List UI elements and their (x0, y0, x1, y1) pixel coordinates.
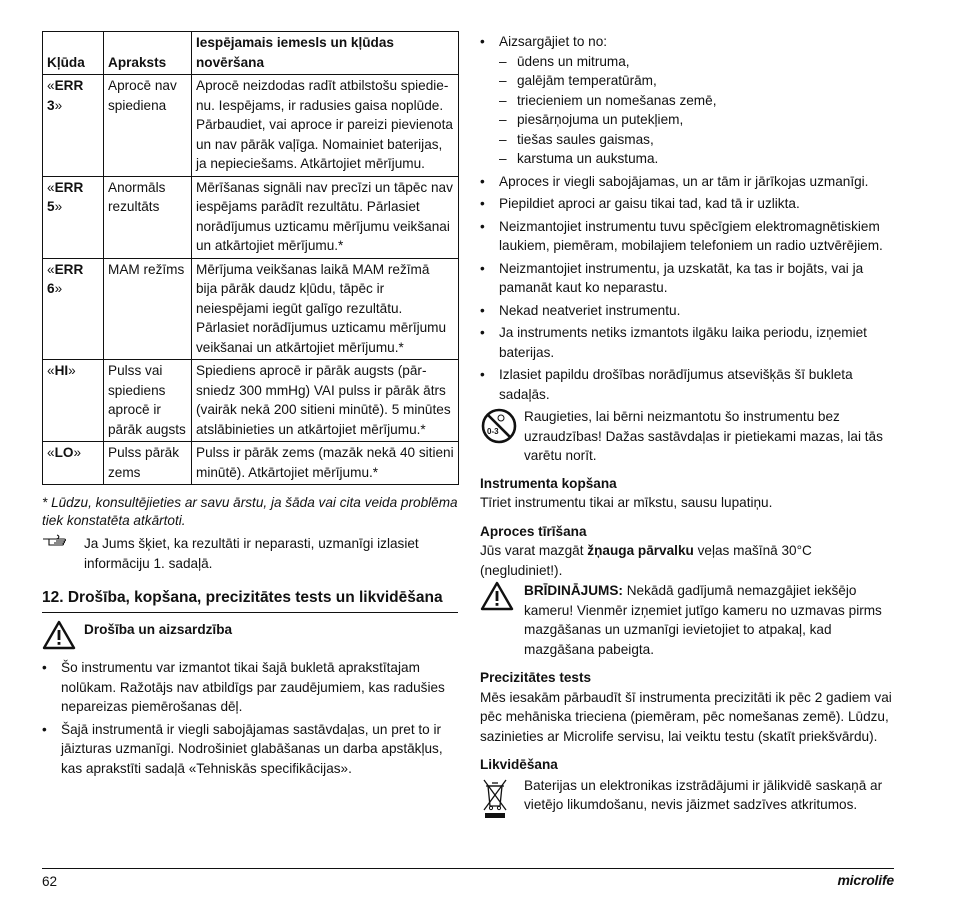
error-code-cell: «ERR 3» (43, 75, 104, 177)
list-item: – karstuma un aukstuma. (499, 149, 896, 169)
protect-list (499, 52, 896, 169)
list-item: – tiešas saules gaismas, (499, 130, 896, 150)
washing-warning-block (480, 581, 896, 659)
error-code: ERR 3 (47, 78, 84, 113)
error-code-cell: «LO» (43, 442, 104, 485)
children-warning-block (480, 407, 896, 466)
remedy-cell: Mērīšanas signāli nav precīzi un tāpēc nav iespējams parādīt rezultātu. Pārlasiet norādījumus uzticamu mērījumu veikšanai un atkārtojiet mērījumu.* (192, 176, 459, 258)
error-code: ERR 5 (47, 179, 84, 214)
accuracy-text: Mēs iesakām pārbaudīt šī instrumenta precizitāti ik pēc 2 gadiem vai pēc mehāniska trieciena (piemēram, pēc nomešanas zemē). Lūdzu, sazinieties ar Microlife servisu, lai veiktu testu (skatīt priekšvārdu). (480, 689, 892, 744)
list-item: • Neizmantojiet instrumentu, ja uzskatāt, ka tas ir bojāts, vai ja pamanāt kaut ko neparastu. (480, 259, 896, 298)
right-bullet-list (480, 32, 896, 404)
list-item: • Šo instrumentu var izmantot tikai šajā bukletā aprakstītajam nolūkam. Ražotājs nav atbildīgs par zaudējumiem, kas radušies nepareizas piemērošanas dēļ. (42, 658, 458, 717)
list-item: • Izlasiet papildu drošības norādījumus atsevišķās šī bukleta sadaļās. (480, 365, 896, 404)
list-item: • Neizmantojiet instrumentu tuvu spēcīgiem elektromagnētiskiem laukiem, piemēram, mobilajiem telefoniem un radio uztvērējiem. (480, 217, 896, 256)
disposal-block (480, 776, 896, 826)
brand-logo: microlife (837, 872, 894, 888)
footer-divider (42, 868, 894, 869)
list-item: • Šajā instrumentā ir viegli sabojājamas sastāvdaļas, un pret to ir jāizturas uzmanīgi. Nodrošiniet glabāšanas un darba apstākļus, kas aprakstīti sadaļā «Tehniskās specifikācijas». (42, 720, 458, 779)
description-cell: Pulss vai spiediens aprocē ir pārāk augsts (104, 360, 192, 442)
error-code: HI (54, 363, 69, 378)
crossed-bin-icon (480, 776, 524, 826)
list-item: – galējām temperatūrām, (499, 71, 896, 91)
remedy-cell: Pulss ir pārāk zems (mazāk nekā 40 sitieni minūtē). Atkārtojiet mērījumu.* (192, 442, 459, 485)
note-text: Ja Jums šķiet, ka rezultāti ir neparasti, uzmanīgi izlasiet informāciju 1. sadaļā. (84, 536, 419, 571)
care-text: Tīriet instrumentu tikai ar mīkstu, sausu lupatiņu. (480, 495, 773, 510)
description-cell: Pulss pārāk zems (104, 442, 192, 485)
left-column (42, 31, 458, 778)
table-row (43, 442, 459, 485)
table-row (43, 176, 459, 258)
protect-intro: Aizsargājiet to no: (499, 34, 608, 49)
warning-body: Nekādā gadījumā nemazgājiet iekšējo kameru! Vienmēr izņemiet jutīgo kameru no uzmavas pirms mazgāšanas un uzmanīgi ievietojiet to atpakaļ, kad mazgāšana pabeigta. (524, 583, 882, 657)
cuff-text-pre: Jūs varat mazgāt (480, 543, 588, 558)
accuracy-heading: Precizitātes tests (480, 670, 592, 685)
care-heading: Instrumenta kopšana (480, 475, 617, 491)
warning-triangle-icon (480, 581, 524, 659)
list-item: • Ja instruments netiks izmantots ilgāku laika periodu, izņemiet baterijas. (480, 323, 896, 362)
cuff-text-post: veļas mašīnā 30°C (negludiniet!). (480, 543, 812, 578)
warning-label: BRĪDINĀJUMS: (524, 583, 623, 598)
header-error: Kļūda (43, 32, 104, 75)
error-code-cell: «ERR 6» (43, 258, 104, 360)
description-cell: MAM režīms (104, 258, 192, 360)
safety-heading-row (42, 620, 458, 656)
warning-triangle-icon (42, 620, 84, 656)
error-code: LO (54, 445, 74, 460)
list-item: – triecieniem un nomešanas zemē, (499, 91, 896, 111)
description-cell: Anormāls rezultāts (104, 176, 192, 258)
table-row (43, 360, 459, 442)
pointing-hand-icon (42, 534, 84, 573)
description-cell: Aprocē nav spiediena (104, 75, 192, 177)
right-column (480, 31, 896, 825)
cuff-text-bold: žņauga pārvalku (587, 543, 694, 558)
error-code: ERR 6 (47, 261, 84, 296)
table-header-row (43, 32, 459, 75)
list-item: • Nekad neatveriet instrumentu. (480, 301, 896, 321)
header-remedy: Iespējamais iemesls un kļūdas novēršana (192, 32, 459, 75)
left-bullet-list (42, 658, 458, 778)
remedy-cell: Aprocē neizdodas radīt atbilstošu spiedienu. Iespējams, ir radusies gaisa noplūde. Pārbaudiet, vai aproce ir pareizi pievienota un nav pārāk vaļīga. Nomainiet baterijas, ja nepieciešams. Atkārtojiet mērījumu. (192, 75, 459, 177)
page-number: 62 (42, 874, 58, 889)
list-item: • Aproces ir viegli sabojājamas, un ar tām ir jārīkojas uzmanīgi. (480, 172, 896, 192)
table-footnote: * Lūdzu, konsultējieties ar savu ārstu, ja šāda vai cita veida problēma tiek konstatēta atkārtoti. (42, 495, 458, 528)
safety-heading: Drošība un aizsardzība (84, 621, 233, 637)
remedy-cell: Mērījuma veikšanas laikā MAM režīmā bija pārāk daudz kļūdu, tāpēc ir neiespējami iegūt galīgo rezultātu. Pārlasiet norādījumus uzticamu mērījumu veikšanai un atkārtojiet mērījumu.* (192, 258, 459, 360)
error-code-cell: «ERR 5» (43, 176, 104, 258)
children-warning-text: Raugieties, lai bērni neizmantotu šo instrumentu bez uzraudzības! Dažas sastāvdaļas ir pietiekami mazas, lai tās varētu norīt. (524, 409, 883, 463)
list-item: – piesārņojuma un putekļiem, (499, 110, 896, 130)
disposal-text: Baterijas un elektronikas izstrādājumi ir jālikvidē saskaņā ar vietējo likumdošanu, nevis jāizmet sadzīves atkritumos. (524, 777, 883, 812)
disposal-heading: Likvidēšana (480, 757, 558, 772)
remedy-cell: Spiediens aprocē ir pārāk augsts (pārsniedz 300 mmHg) VAI pulss ir pārāk ātrs (vairāk nekā 200 sitieni minūtē). 5 minūtes atslābinieties un atkārtojiet mērījumu.* (192, 360, 459, 442)
washing-warning-text (524, 581, 896, 659)
child-age-label: 0-3 (487, 427, 499, 436)
list-item: • Piepildiet aproci ar gaisu tikai tad, kad tā ir uzlikta. (480, 194, 896, 214)
list-item (480, 32, 896, 169)
section-title: 12. Drošība, kopšana, precizitātes tests un likvidēšana (42, 588, 458, 613)
list-item: – ūdens un mitruma, (499, 52, 896, 72)
note-block (42, 534, 458, 573)
cuff-text (480, 541, 896, 580)
no-children-icon (480, 407, 524, 466)
table-row (43, 75, 459, 177)
header-description: Apraksts (104, 32, 192, 75)
table-row (43, 258, 459, 360)
error-table (42, 31, 459, 485)
cuff-heading: Aproces tīrīšana (480, 523, 587, 539)
error-code-cell: «HI» (43, 360, 104, 442)
